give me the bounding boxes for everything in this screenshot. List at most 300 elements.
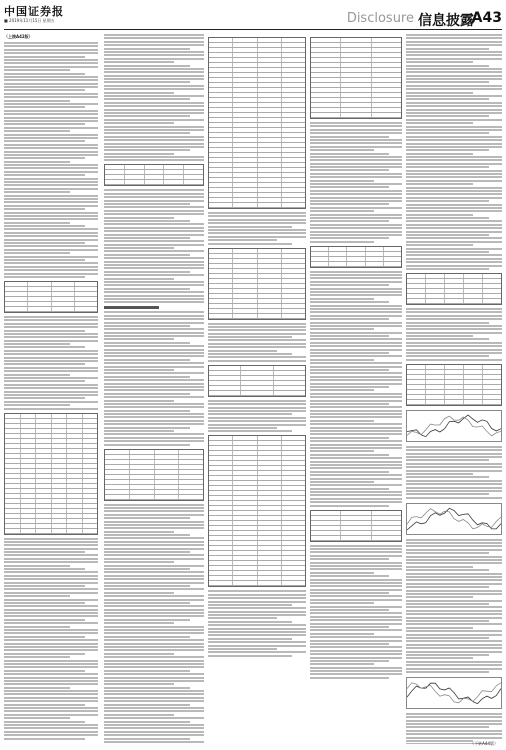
table-cell [282,178,305,182]
table-cell [209,314,233,318]
text-line [208,420,306,422]
table-cell [426,380,445,384]
table-cell [341,511,371,515]
table-cell [258,108,282,112]
table-cell [233,153,257,157]
text-line [4,52,98,54]
table-cell [179,460,203,464]
table-cell [258,461,282,465]
text-line [104,504,204,506]
text-line [208,400,306,402]
text-line [310,579,402,581]
table-cell [21,469,37,473]
table-cell [445,375,464,379]
table-cell [311,516,341,520]
text-line [208,413,292,415]
table-cell [209,274,233,278]
text-line [310,416,402,418]
text-line [406,48,489,50]
text-line [310,545,402,547]
table-cell [407,375,426,379]
table-cell [67,479,83,483]
table-cell [155,485,180,489]
table-cell [258,491,282,495]
chart-series-line [407,416,501,436]
text-line [4,198,98,200]
text-line [406,497,502,499]
table-cell [209,496,233,500]
text-line [310,136,389,138]
table-cell [282,471,305,475]
text-line [208,617,277,619]
text-line [406,163,502,165]
text-line [104,595,204,597]
table-cell [233,198,257,202]
text-line [406,132,489,134]
table-cell [209,183,233,187]
text-line [406,261,502,263]
text-line [104,271,190,273]
table-cell [36,454,52,458]
text-line [104,41,204,43]
table-cell [209,531,233,535]
text-line [104,71,204,73]
text-line [208,407,306,409]
text-line [4,110,98,112]
text-line [104,75,204,77]
table-cell [282,279,305,283]
text-line [406,129,502,131]
text-line [104,548,204,550]
table-cell [311,38,341,42]
text-line [104,416,204,418]
text-line [406,44,502,46]
text-line [104,244,204,246]
text-line [310,169,389,171]
text-line [406,459,489,461]
text-line [310,592,389,594]
table-cell [155,450,180,454]
table-row [311,536,401,541]
text-line [310,180,374,182]
table-cell [209,138,233,142]
data-table [208,37,306,209]
text-line [310,619,402,621]
table-cell [282,536,305,540]
table-cell [52,414,68,418]
text-line [4,551,85,553]
text-line [406,654,489,656]
table-cell [105,180,125,184]
text-line [406,78,502,80]
text-line [406,483,502,485]
text-line [104,372,204,374]
text-line [104,153,174,155]
text-line [406,190,502,192]
table-cell [52,474,68,478]
table-cell [5,524,21,528]
table-cell [125,175,145,179]
text-line [310,325,402,327]
table-cell [372,43,401,47]
table-cell [258,551,282,555]
data-table [310,246,402,268]
table-cell [125,165,145,169]
text-line [104,636,190,638]
text-line [406,180,502,182]
text-line [4,157,85,159]
table-cell [233,551,257,555]
table-cell [282,551,305,555]
table-cell [407,370,426,374]
table-cell [209,259,233,263]
table-cell [179,490,203,494]
table-cell [209,386,241,390]
text-line [406,183,473,185]
table-cell [67,449,83,453]
table-cell [209,178,233,182]
text-line [4,599,98,601]
table-cell [258,68,282,72]
table-cell [341,93,371,97]
table-cell [209,98,233,102]
table-cell [83,424,98,428]
table-cell [233,511,257,515]
continued-on-label: （下转A44版） [470,741,498,746]
table-cell [233,168,257,172]
table-cell [282,571,305,575]
table-cell [209,471,233,475]
table-cell [209,249,233,253]
table-cell [184,180,203,184]
text-line [406,220,502,222]
table-cell [233,294,257,298]
table-cell [282,168,305,172]
table-cell [209,491,233,495]
text-line [406,115,489,117]
text-line [4,629,98,631]
table-cell [67,494,83,498]
text-line [4,235,98,237]
table-cell [258,123,282,127]
text-line [208,621,292,623]
table-cell [36,514,52,518]
text-line [104,193,204,195]
text-line [406,109,502,111]
table-cell [179,465,203,469]
text-line [4,397,85,399]
text-line [310,224,402,226]
text-line [310,396,402,398]
table-cell [445,299,464,303]
table-cell [209,476,233,480]
table-cell [209,446,233,450]
table-cell [366,262,384,266]
text-line [104,335,204,337]
text-line [104,264,204,266]
text-line [310,653,402,655]
table-cell [258,259,282,263]
table-cell [341,78,371,82]
text-line [104,592,174,594]
table-cell [426,365,445,369]
table-cell [258,178,282,182]
table-cell [282,576,305,580]
text-line [104,156,204,158]
text-line [406,237,502,239]
text-line [208,611,306,613]
text-line [104,680,204,682]
text-line [104,626,204,628]
table-cell [282,456,305,460]
table-cell [258,118,282,122]
table-cell [130,460,155,464]
text-line [310,568,402,570]
table-cell [407,289,426,293]
table-cell [83,439,98,443]
text-line [310,484,402,486]
text-line [406,149,489,151]
table-cell [233,148,257,152]
table-cell [258,133,282,137]
text-line [310,650,402,652]
text-line [406,338,489,340]
text-line [104,653,174,655]
text-line [4,212,98,214]
table-cell [282,58,305,62]
table-cell [464,395,483,399]
text-line [104,37,204,39]
text-line [310,400,402,402]
table-cell [258,451,282,455]
text-line [4,636,85,638]
text-line [310,146,402,148]
table-cell [258,571,282,575]
table-row [209,581,305,586]
text-line [104,389,204,391]
table-cell [209,158,233,162]
table-cell [83,524,98,528]
text-line [104,342,190,344]
table-cell [258,98,282,102]
table-cell [83,459,98,463]
text-line [406,610,502,612]
text-line [104,568,190,570]
table-cell [209,269,233,273]
text-line [104,210,204,212]
table-cell [282,546,305,550]
table-cell [311,103,341,107]
table-cell [21,509,37,513]
table-cell [83,499,98,503]
text-line [104,433,204,435]
table-cell [130,450,155,454]
table-cell [258,153,282,157]
table-cell [258,73,282,77]
text-line [310,173,402,175]
data-table [208,248,306,320]
table-cell [21,489,37,493]
text-line [4,140,85,142]
table-cell [483,294,501,298]
table-cell [464,284,483,288]
text-line [4,266,98,268]
table-cell [209,526,233,530]
table-cell [52,449,68,453]
table-row [407,299,501,304]
table-cell [52,484,68,488]
text-line [208,356,306,358]
text-line [104,369,174,371]
text-line [310,444,402,446]
table-cell [258,294,282,298]
table-cell [341,113,371,117]
table-cell [311,98,341,102]
table-cell [209,304,233,308]
section-title-chinese: 信息披露 [418,13,474,29]
text-line [406,217,489,219]
table-cell [233,531,257,535]
table-cell [233,108,257,112]
table-cell [241,391,273,395]
table-cell [384,247,401,251]
table-cell [233,451,257,455]
table-cell [258,506,282,510]
table-cell [209,118,233,122]
table-cell [5,292,28,296]
text-line [4,585,85,587]
table-cell [5,414,21,418]
text-line [406,322,489,324]
table-cell [52,469,68,473]
text-line [406,153,473,155]
text-line [104,683,174,685]
text-line [104,105,204,107]
table-cell [209,108,233,112]
text-line [4,360,98,362]
text-line [4,619,85,621]
text-line [406,98,489,100]
text-line [310,667,402,669]
text-line [310,623,402,625]
text-line [310,237,389,239]
text-line [4,66,98,68]
text-line [4,700,98,702]
table-cell [28,287,51,291]
table-cell [105,475,130,479]
text-line [310,582,402,584]
table-cell [155,470,180,474]
text-line [406,576,502,578]
table-cell [209,38,233,42]
table-cell [311,113,341,117]
text-line [104,386,204,388]
text-line [310,457,402,459]
table-cell [341,516,371,520]
table-cell [407,279,426,283]
section-title-english: Disclosure [346,11,414,26]
column-4-body [310,37,402,679]
text-line [406,54,502,56]
table-cell [209,506,233,510]
table-cell [5,424,21,428]
text-line [104,687,190,689]
text-line [406,342,502,344]
text-line [406,268,489,270]
text-line [104,727,204,729]
text-line [4,615,98,617]
text-line [104,670,190,672]
text-line [4,256,98,258]
text-line [406,556,502,558]
text-line [4,568,85,570]
text-line [310,633,374,635]
table-cell [209,163,233,167]
text-line [4,83,98,85]
table-cell [464,289,483,293]
table-cell [21,499,37,503]
text-line [310,369,389,371]
table-cell [233,571,257,575]
text-line [4,710,98,712]
text-line [310,315,402,317]
table-cell [52,429,68,433]
text-line [406,640,502,642]
table-cell [83,484,98,488]
text-line [208,631,306,633]
table-cell [233,289,257,293]
table-cell [347,257,365,261]
text-line [104,717,204,719]
text-line [406,579,502,581]
table-cell [274,391,305,395]
text-line [406,204,502,206]
text-line [310,271,402,273]
text-line [406,463,502,465]
table-cell [282,43,305,47]
text-line [104,291,204,293]
table-cell [233,446,257,450]
text-line [208,326,306,328]
text-line [104,149,190,151]
table-cell [67,474,83,478]
table-cell [36,464,52,468]
table-cell [282,48,305,52]
table-cell [130,475,155,479]
text-line [406,227,502,229]
table-cell [445,289,464,293]
text-line [208,410,306,412]
text-line [406,552,489,554]
text-line [310,362,402,364]
text-line [104,352,204,354]
text-line [4,565,70,567]
table-cell [483,274,501,278]
text-line [4,181,98,183]
table-cell [52,524,68,528]
text-line [208,229,306,231]
table-cell [258,521,282,525]
text-line [4,42,98,44]
table-cell [28,297,51,301]
text-line [104,359,190,361]
table-cell [209,366,241,370]
table-cell [464,385,483,389]
table-cell [258,48,282,52]
text-line [406,596,473,598]
text-line [406,51,502,53]
text-line [310,461,402,463]
